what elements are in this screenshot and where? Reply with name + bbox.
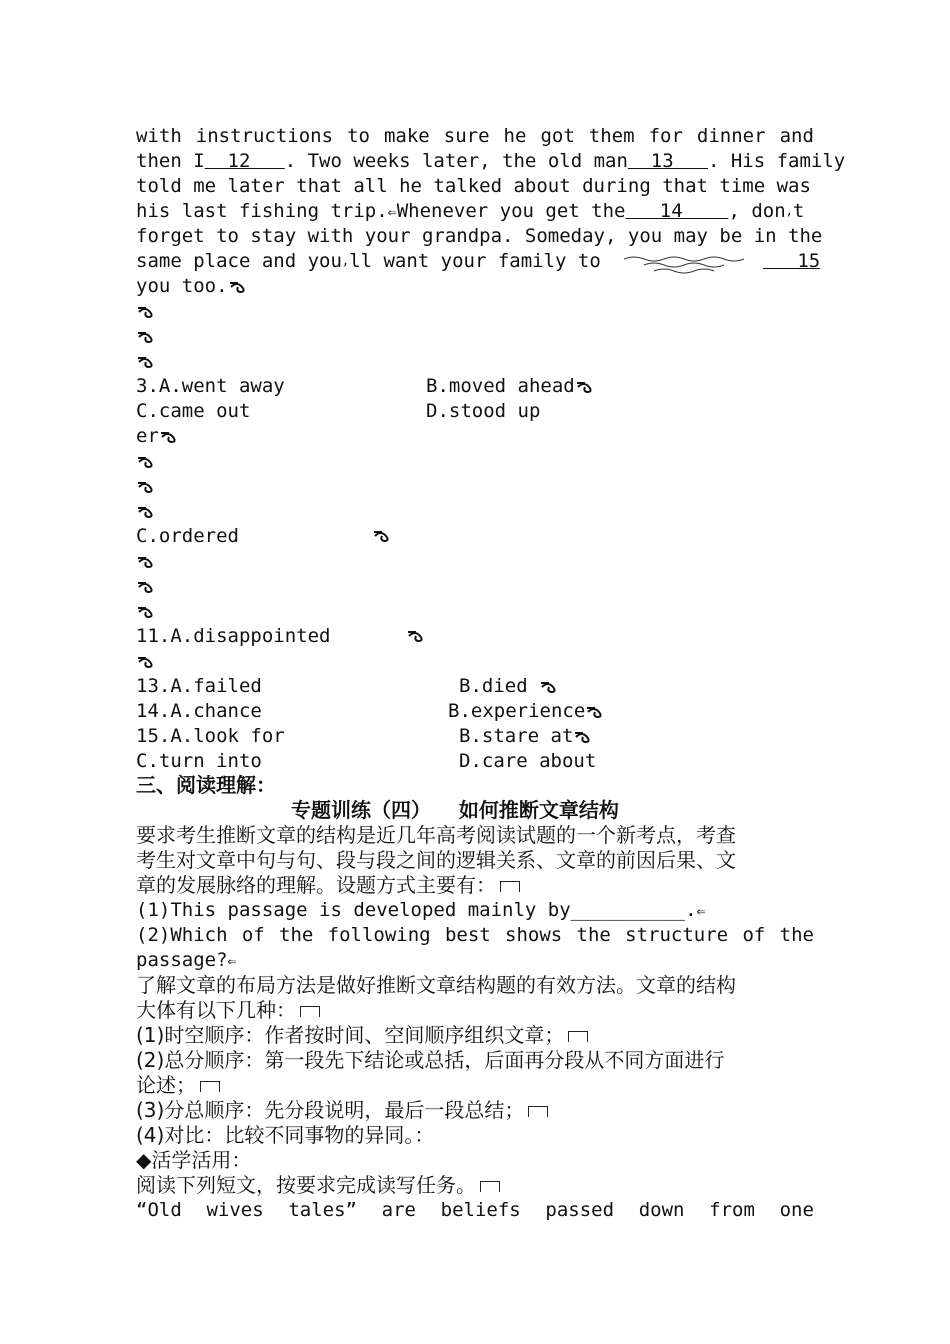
intro-line-2: 考生对文章中句与句、段与段之间的逻辑关系、文章的前因后果、文 [136,848,736,872]
option-line-q15-cd [136,749,597,774]
blank-13: 13 [627,150,708,172]
word: to [347,125,370,147]
option-text: D.stood up [426,400,541,422]
paragraph-mark-icon [573,729,593,745]
line-text: (1)This passage is developed mainly by__________. [136,899,697,921]
reading-passage-line-1 [136,1198,814,1223]
word: the [779,924,814,946]
word: from [709,1199,755,1221]
option-text: C.came out [136,400,251,422]
line-text: same place and you [136,250,342,272]
option-line-q3 [136,374,575,399]
option-text: 13.A.failed [136,675,262,697]
line-text: 论述； [136,1073,196,1097]
passage-line-3 [136,174,811,199]
paragraph-mark-icon [372,528,392,544]
option-text: B.died [459,675,540,697]
option-group [459,724,593,749]
practice-heading: ◆活学活用： [136,1148,252,1172]
blank-12: 12 [204,150,285,172]
section-heading: 三、阅读理解： [136,773,276,797]
section-title: 专题训练（四） 如何推断文章结构 [291,798,619,822]
paragraph-mark-icon [136,579,156,595]
word: the [279,924,314,946]
option-text: 15.A.look for [136,725,285,747]
line-break-mark-icon [500,881,520,892]
question-form-2-cont [136,948,237,973]
word: following [327,924,431,946]
word: tales” [288,1199,357,1221]
word: best [444,924,491,946]
return-arrow-icon: ⇐ [227,952,237,970]
empty-line [136,449,156,474]
paragraph-mark-icon [159,429,179,445]
line-text: 大体有以下几种： [136,998,296,1022]
task-instruction [136,1173,500,1198]
option-text: er [136,425,159,447]
line-text: . His family [707,150,846,172]
word: them [588,125,635,147]
empty-line [136,299,156,324]
question-form-2 [136,923,814,948]
paragraph-mark-icon [575,379,595,395]
option-line-er [136,424,179,449]
word: dinner [696,125,766,147]
line-text: told me later that all he talked about during that time was [136,175,811,197]
blank-14: 14 [625,200,729,222]
option-text: C.turn into [136,750,262,772]
paragraph-mark-icon [136,654,156,670]
word: for [648,125,683,147]
line-text: t [792,200,805,222]
passage-line-7 [136,274,248,299]
paragraph-mark-icon [406,628,426,644]
option-line-q14 [136,699,586,724]
option-group [426,374,595,399]
option-text: D.care about [459,750,597,772]
line-text: 阅读下列短文，按要求完成读写任务。 [136,1173,476,1197]
empty-line [136,499,156,524]
word: (2)Which [136,924,228,946]
line-break-mark-icon [200,1081,220,1092]
line-text: passage? [136,949,228,971]
option-text: 11.A.disappointed [136,625,331,647]
line-break-mark-icon [568,1031,588,1042]
line-break-mark-icon [300,1006,320,1017]
word: he [503,125,527,147]
word: instructions [195,125,334,147]
line-text: then I [136,150,205,172]
passage-line-2 [136,149,846,174]
paragraph-mark-icon [136,504,156,520]
wavy-underline-icon [624,255,754,275]
intro-line-1: 要求考生推断文章的结构是近几年高考阅读试题的一个新考点，考查 [136,823,736,847]
structure-type-3 [136,1098,548,1123]
option-text: 3.A.went away [136,375,285,397]
word: passed [545,1199,615,1221]
passage-line-5 [136,224,822,249]
apostrophe-mark: , [341,254,350,268]
line-text: (3)分总顺序：先分段说明，最后一段总结； [136,1098,525,1122]
line-text: . Two weeks later, the old man [284,150,628,172]
empty-line [136,349,156,374]
empty-line [136,474,156,499]
line-text: you too. [136,275,228,297]
word: shows [505,924,563,946]
blank-15: 15 [763,250,821,272]
word: of [742,924,766,946]
empty-line [136,574,156,599]
paragraph-mark-icon [136,454,156,470]
empty-line [136,549,156,574]
method-line-2 [136,998,320,1023]
structure-type-4: (4)对比：比较不同事物的异同。： [136,1123,435,1147]
word: beliefs [440,1199,521,1221]
method-line-1: 了解文章的布局方法是做好推断文章结构题的有效方法。文章的结构 [136,973,736,997]
paragraph-mark-icon [136,554,156,570]
word: wives [206,1199,264,1221]
line-text: forget to stay with your grandpa. Someday, you may be in the [136,225,823,247]
intro-line-3 [136,873,520,898]
line-text: Whenever you get the [396,200,626,222]
paragraph-mark-icon [136,604,156,620]
line-text: , don [728,200,786,222]
option-line-q15 [136,724,574,749]
option-line-q11 [136,624,330,649]
word: down [638,1199,685,1221]
option-text: B.stare at [459,725,574,747]
line-break-mark-icon [528,1106,548,1117]
line-text: his last fishing trip. [136,200,388,222]
return-arrow-icon: ⇐ [387,203,397,221]
option-line-q3-cd [136,399,541,424]
structure-type-2: (2)总分顺序：第一段先下结论或总括，后面再分段从不同方面进行 [136,1048,725,1072]
word: structure [625,924,729,946]
line-break-mark-icon [480,1181,500,1192]
option-text: 14.A.chance [136,700,262,722]
word: the [576,924,611,946]
paragraph-mark-icon [228,279,248,295]
empty-line [136,649,156,674]
passage-line-1 [136,124,814,149]
word: of [241,924,265,946]
option-text: B.experience [448,700,586,722]
option-text: B.moved ahead [426,375,575,397]
apostrophe-mark: , [785,204,793,218]
word: make [383,125,430,147]
structure-type-2-cont [136,1073,220,1098]
paragraph-mark-icon [136,304,156,320]
word: “Old [136,1199,182,1221]
option-text: C.ordered [136,525,239,547]
empty-line [136,324,156,349]
line-text: 章的发展脉络的理解。设题方式主要有： [136,873,496,897]
paragraph-mark-icon [539,679,559,695]
passage-line-4 [136,199,804,224]
question-form-1 [136,898,706,923]
return-arrow-icon: ⇐ [696,902,706,920]
word: with [136,125,182,147]
word: are [381,1199,416,1221]
option-group [448,699,605,724]
option-line-q13 [136,674,540,699]
word: sure [443,125,490,147]
option-line-ordered [136,524,239,549]
paragraph-mark-icon [136,479,156,495]
word: and [779,125,814,147]
paragraph-mark-icon [585,704,605,720]
word: one [779,1199,814,1221]
word: got [540,125,575,147]
option-group [459,674,559,699]
paragraph-mark-icon [136,354,156,370]
line-text: ll want your family to [349,250,601,272]
paragraph-mark-icon [136,329,156,345]
line-text: (1)时空顺序：作者按时间、空间顺序组织文章； [136,1023,565,1047]
structure-type-1 [136,1023,588,1048]
empty-line [136,599,156,624]
